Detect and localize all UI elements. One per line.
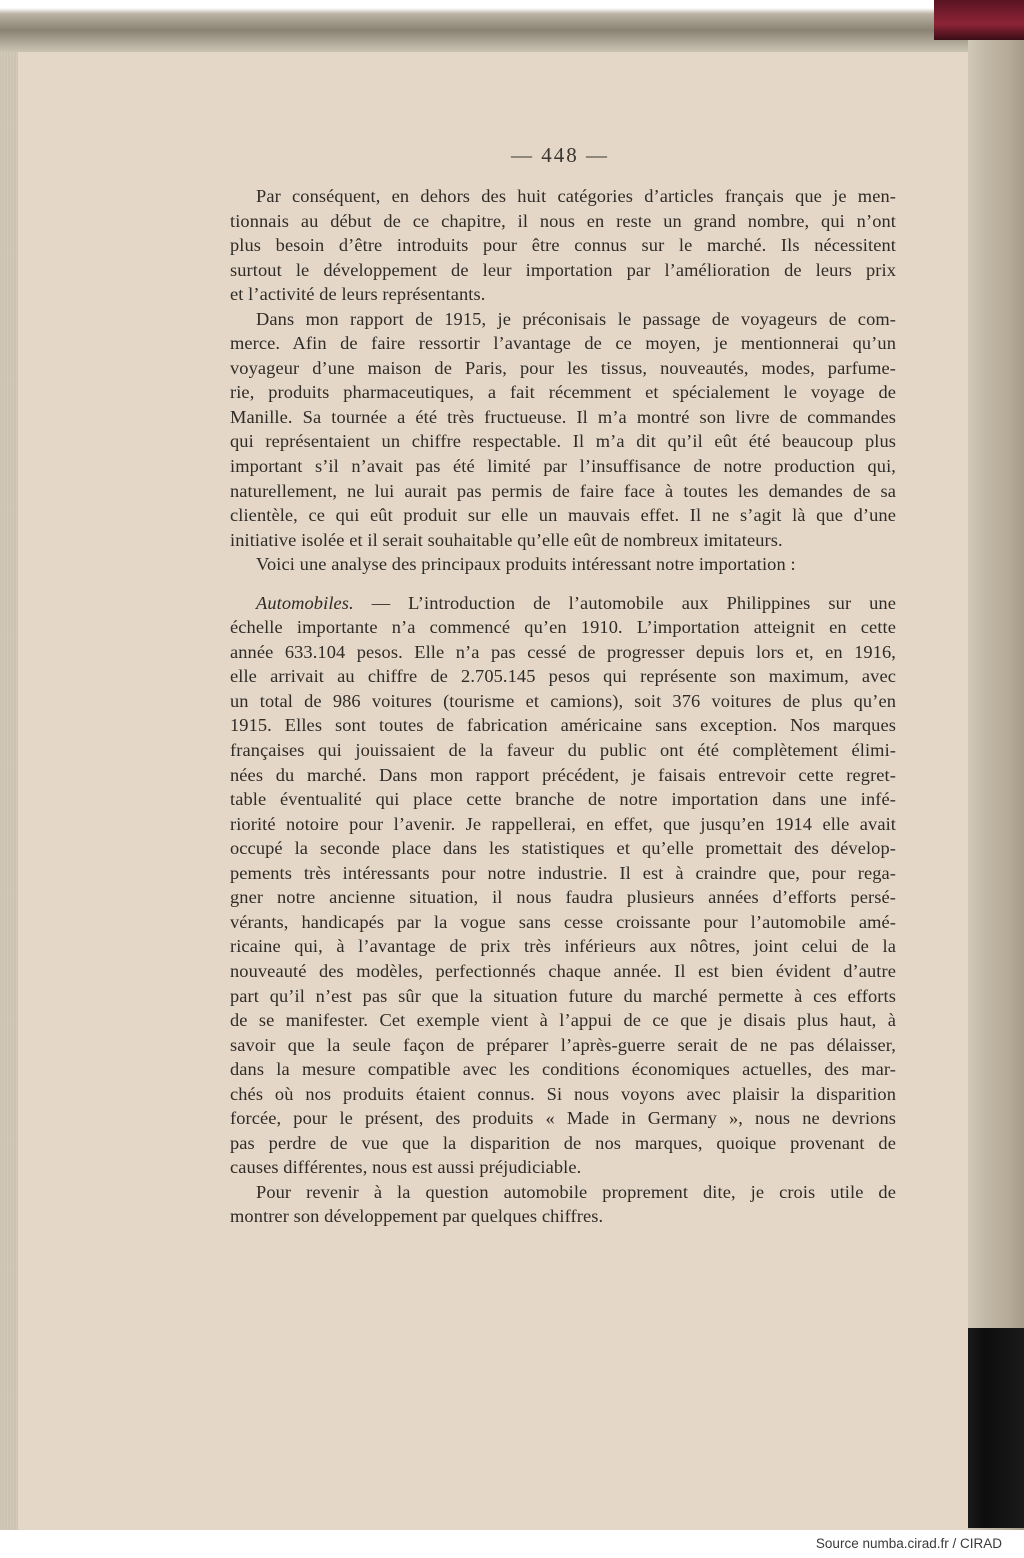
text-line: Voici une analyse des principaux produits intéressant notre importation : (256, 554, 796, 575)
text-line: rie, produits pharmaceutiques, a fait récemment et spécialement le voyage de (230, 382, 896, 403)
text-line: initiative isolée et il serait souhaitable qu’elle eût de nombreux imitateurs. (230, 529, 783, 550)
text-line: ricaine qui, à l’avantage de prix très inférieurs aux nôtres, joint celui de la (230, 936, 896, 957)
text-line: pements très intéressants pour notre industrie. Il est à craindre que, pour rega- (230, 862, 896, 883)
text-line: montrer son développement par quelques chiffres. (230, 1206, 604, 1227)
text-line: françaises qui jouissaient de la faveur du public ont été complètement élimi- (230, 740, 896, 761)
text-line: année 633.104 pesos. Elle n’a pas cessé de progresser depuis lors et, en 1916, (230, 641, 896, 662)
text-line: de se manifester. Cet exemple vient à l’appui de ce que je disais plus haut, à (230, 1010, 896, 1031)
book-top-edge (0, 0, 1024, 52)
text-line: occupé la seconde place dans les statistiques et qu’elle promettait des dévelop- (230, 838, 896, 859)
text-line: important s’il n’avait pas été limité par l’insuffisance de notre production qui, (230, 456, 896, 477)
text-line: savoir que la seule façon de préparer l’après-guerre serait de ne pas délaisser, (230, 1034, 896, 1055)
paragraph-spacer (230, 577, 896, 591)
book-right-edge (968, 0, 1024, 1530)
text-line: riorité notoire pour l’avenir. Je rappellerai, en effet, que jusqu’en 1914 elle avait (230, 813, 896, 834)
text-line: qui représentaient un chiffre respectable. Il m’a dit qu’il eût été beaucoup plus (230, 431, 896, 452)
text-line: Pour revenir à la question automobile proprement dite, je crois utile de (256, 1181, 896, 1202)
text-line: un total de 986 voitures (tourisme et camions), soit 376 voitures de plus qu’en (230, 690, 896, 711)
text-line: surtout le développement de leur importation par l’amélioration de leurs prix (230, 259, 896, 280)
text-line: merce. Afin de faire ressortir l’avantage de ce moyen, je mentionnerai qu’un (230, 333, 896, 354)
text-line: plus besoin d’être introduits pour être connus sur le marché. Ils nécessitent (230, 235, 896, 256)
text-line: échelle importante n’a commencé qu’en 1910. L’importation atteignit en cette (230, 617, 896, 638)
page-stack-left-edge (0, 52, 18, 1530)
text-line: elle arrivait au chiffre de 2.705.145 pesos qui représente son maximum, avec (230, 666, 896, 687)
text-line: nouveauté des modèles, perfectionnés chaque année. Il est bien évident d’autre (230, 960, 896, 981)
text-line: table éventualité qui place cette branche de notre importation dans une infé- (230, 789, 896, 810)
text-line: Par conséquent, en dehors des huit catégories d’articles français que je men- (256, 186, 896, 206)
source-watermark: Source numba.cirad.fr / CIRAD (815, 1536, 1002, 1551)
text-line: 1915. Elles sont toutes de fabrication américaine sans exception. Nos marques (230, 715, 896, 736)
text-line: clientèle, ce qui eût produit sur elle un mauvais effet. Il ne s’agit là que d’une (230, 505, 896, 526)
text-line: gner notre ancienne situation, il nous faudra plusieurs années d’efforts persé- (230, 887, 896, 908)
text-line: forcée, pour le présent, des produits « Made in Germany », nous ne devrions (230, 1108, 896, 1129)
text-line: part qu’il n’est pas sûr que la situation future du marché permette à ces efforts (230, 985, 896, 1006)
page-text (230, 184, 896, 1229)
text-line: vérants, handicapés par la vogue sans cesse croissante pour l’automobile amé- (230, 911, 896, 932)
text-line: Manille. Sa tournée a été très fructueuse. Il m’a montré son livre de commandes (230, 406, 896, 427)
text-line: chés où nos produits étaient connus. Si nous voyons avec plaisir la disparition (230, 1083, 896, 1104)
text-line: naturellement, ne lui aurait pas permis de faire face à toutes les demandes de sa (230, 480, 896, 501)
text-line: dans la mesure compatible avec les conditions économiques actuelles, des mar- (230, 1059, 896, 1080)
text-line: et l’activité de leurs représentants. (230, 284, 486, 305)
text-line: Dans mon rapport de 1915, je préconisais le passage de voyageurs de com- (256, 308, 896, 329)
text-line: tionnais au début de ce chapitre, il nous en reste un grand nombre, qui n’ont (230, 210, 896, 231)
page-number: — 448 — (511, 143, 609, 167)
text-line: voyageur d’une maison de Paris, pour les tissus, nouveautés, modes, parfume- (230, 357, 896, 378)
text-fragment: — L’introduction de l’automobile aux Philippines sur une (353, 592, 896, 613)
text-line: causes différentes, nous est aussi préjudiciable. (230, 1157, 582, 1178)
section-heading-automobiles: Automobiles. (256, 592, 354, 613)
text-line: nées du marché. Dans mon rapport précédent, je faisais entrevoir cette regret- (230, 764, 896, 785)
text-line: pas perdre de vue que la disparition de nos marques, quoique provenant de (230, 1132, 896, 1153)
red-bookmark-ribbon (934, 0, 1024, 40)
text-line (230, 591, 896, 616)
